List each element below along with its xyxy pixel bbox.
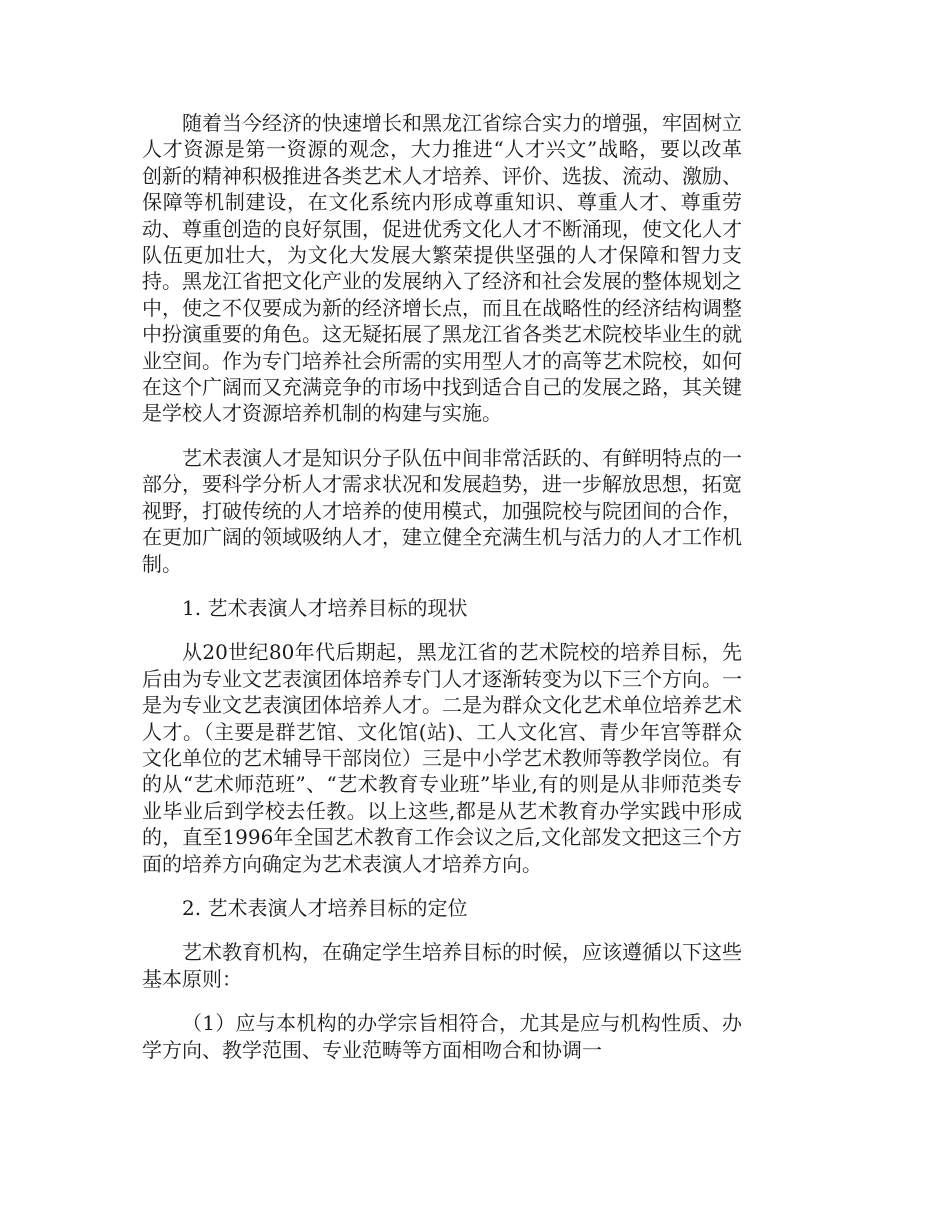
paragraph-principle-1: （1）应与本机构的办学宗旨相符合，尤其是应与机构性质、办学方向、教学范围、专业范畴等方面相吻合和协调一 (142, 1011, 742, 1062)
paragraph-performing-talent: 艺术表演人才是知识分子队伍中间非常活跃的、有鲜明特点的一部分，要科学分析人才需求状况和发展趋势，进一步解放思想，拓宽视野，打破传统的人才培养的使用模式，加强院校与院团间的合作，在更加广阔的领域吸纳人才，建立健全充满生机与活力的人才工作机制。 (142, 445, 742, 576)
paragraph-principles-intro: 艺术教育机构，在确定学生培养目标的时候，应该遵循以下这些基本原则： (142, 940, 742, 991)
document-page (142, 110, 742, 1081)
section-heading-2: 2. 艺术表演人才培养目标的定位 (182, 895, 468, 920)
paragraph-talent-strategy: 随着当今经济的快速增长和黑龙江省综合实力的增强，牢固树立人才资源是第一资源的观念，大力推进“人才兴文”战略，要以改革创新的精神积极推进各类艺术人才培养、评价、选拔、流动、激励、保障等机制建设，在文化系统内形成尊重知识、尊重人才、尊重劳动、尊重创造的良好氛围，促进优秀文化人才不断涌现，使文化人才队伍更加壮大，为文化大发展大繁荣提供坚强的人才保障和智力支持。黑龙江省把文化产业的发展纳入了经济和社会发展的整体规划之中，使之不仅要成为新的经济增长点，而且在战略性的经济结构调整中扮演重要的角色。这无疑拓展了黑龙江省各类艺术院校毕业生的就业空间。作为专门培养社会所需的实用型人才的高等艺术院校，如何在这个广阔而又充满竞争的市场中找到适合自己的发展之路，其关键是学校人才资源培养机制的构建与实施。 (142, 111, 742, 426)
paragraph-current-status: 从20世纪80年代后期起，黑龙江省的艺术院校的培养目标，先后由为专业文艺表演团体培养专门人才逐渐转变为以下三个方向。一是为专业文艺表演团体培养人才。二是为群众文化艺术单位培养艺术人才。（主要是群艺馆、文化馆(站)、工人文化宫、青少年宫等群众文化单位的艺术辅导干部岗位）三是中小学艺术教师等教学岗位。有的从“艺术师范班”、“艺术教育专业班”毕业,有的则是从非师范类专业毕业后到学校去任教。以上这些,都是从艺术教育办学实践中形成的，直至1996年全国艺术教育工作会议之后,文化部发文把这三个方面的培养方向确定为艺术表演人才培养方向。 (142, 640, 742, 876)
section-heading-1: 1. 艺术表演人才培养目标的现状 (182, 595, 468, 620)
